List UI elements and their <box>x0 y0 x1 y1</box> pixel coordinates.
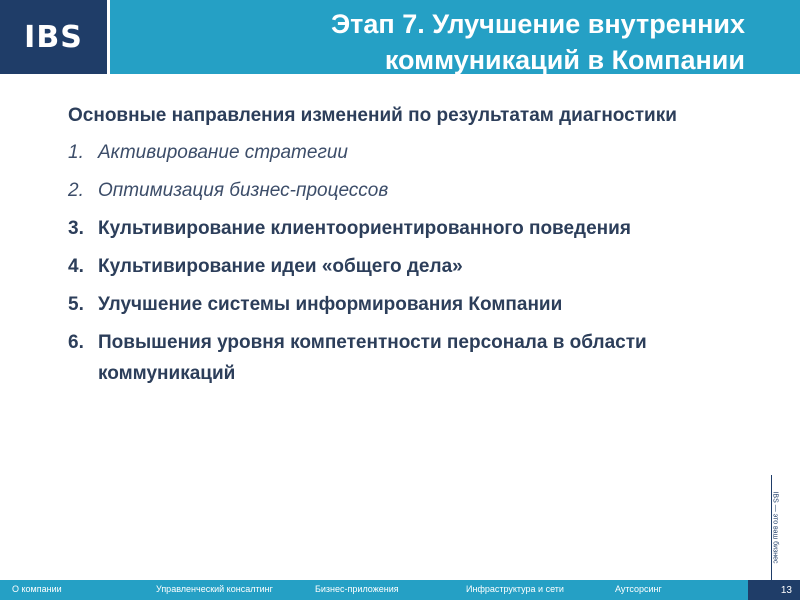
slide-content <box>68 100 768 396</box>
footer-link-consulting[interactable]: Управленческий консалтинг <box>156 584 273 594</box>
footer-link-infrastructure[interactable]: Инфраструктура и сети <box>466 584 564 594</box>
list-item-text: Оптимизация бизнес-процессов <box>98 180 389 201</box>
logo[interactable] <box>0 0 107 74</box>
slide-title-line-2: коммуникаций в Компании <box>384 45 745 75</box>
list-item-text: Улучшение системы информирования Компании <box>98 294 563 315</box>
slide-title-line-1: Этап 7. Улучшение внутренних <box>330 9 745 39</box>
header-bar <box>0 0 800 74</box>
list-item <box>68 137 768 168</box>
slide-title <box>125 6 745 78</box>
intro-text: Основные направления изменений по результатам диагностики <box>68 105 677 126</box>
list-item <box>68 251 768 282</box>
list-item-number: 5. <box>68 294 84 315</box>
list-item-number: 2. <box>68 180 84 201</box>
side-slogan-text: IBS — это ваш бизнес <box>771 491 779 564</box>
side-slogan <box>760 480 790 575</box>
list-item <box>68 175 768 206</box>
footer-bar <box>0 580 800 600</box>
list-item-number: 1. <box>68 142 84 163</box>
footer-link-about[interactable]: О компании <box>12 584 62 594</box>
list-item <box>68 213 768 244</box>
header-divider <box>107 0 110 74</box>
list-item <box>68 327 768 389</box>
list-item-number: 3. <box>68 218 84 239</box>
list-item-number: 6. <box>68 332 84 353</box>
list-item-text: Активирование стратегии <box>98 142 348 163</box>
logo-text: IBS <box>24 19 83 55</box>
list-item-number: 4. <box>68 256 84 277</box>
list-item-text: Культивирование клиентоориентированного поведения <box>98 218 631 239</box>
footer-link-business-apps[interactable]: Бизнес-приложения <box>315 584 399 594</box>
list-item-text: Повышения уровня компетентности персонала в области коммуникаций <box>98 332 647 384</box>
page-number: 13 <box>748 580 800 600</box>
footer-link-outsourcing[interactable]: Аутсорсинг <box>615 584 662 594</box>
list-item <box>68 289 768 320</box>
list-item-text: Культивирование идеи «общего дела» <box>98 256 463 277</box>
